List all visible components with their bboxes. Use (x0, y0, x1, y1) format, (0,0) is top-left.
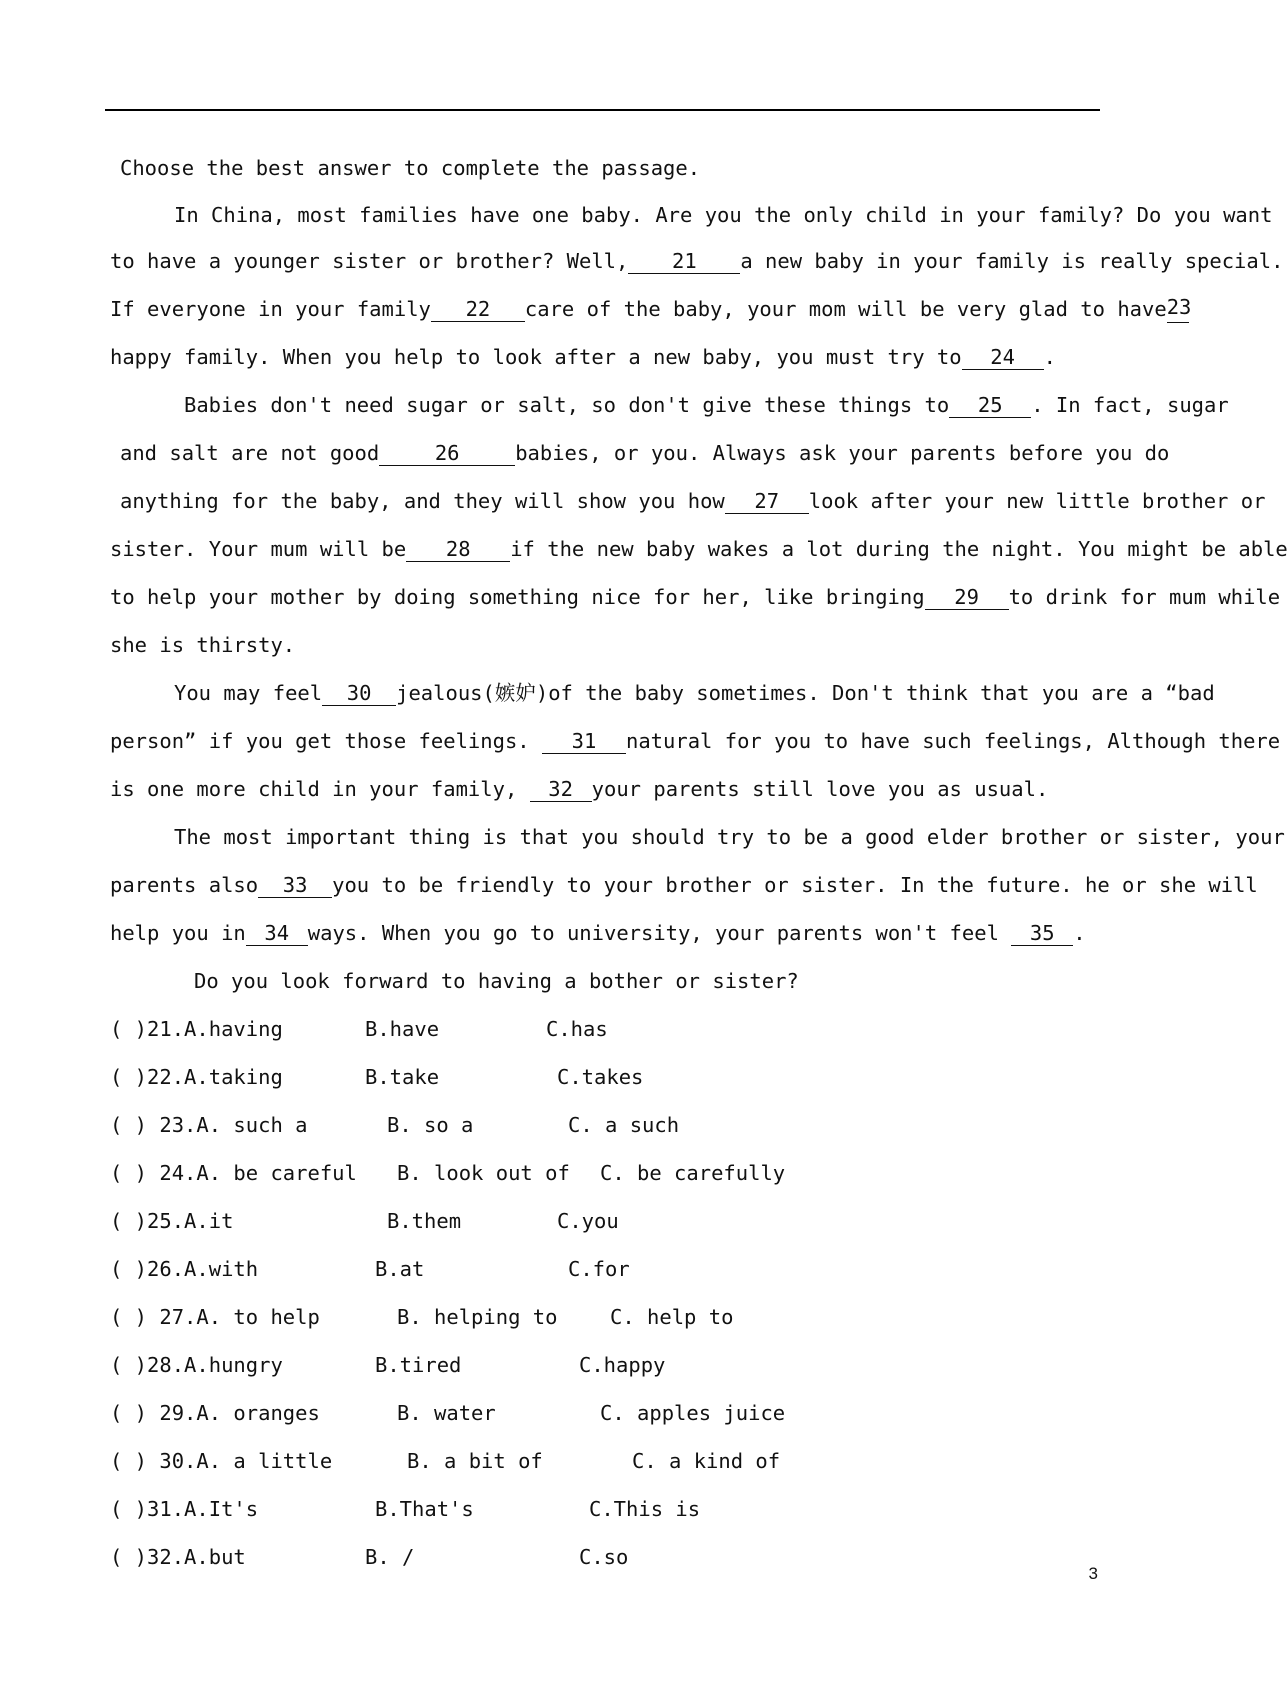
option-b: B.have (365, 1017, 440, 1041)
instruction: Choose the best answer to complete the passage. (120, 156, 701, 180)
option-c: C.you (557, 1209, 619, 1233)
passage-text: look after your new little brother or (808, 489, 1266, 513)
option-b: B. look out of (397, 1161, 570, 1185)
question-number-option-a: ( )32.A.but (110, 1545, 246, 1569)
option-c: C. be carefully (600, 1161, 786, 1185)
option-c: C. apples juice (600, 1401, 786, 1425)
passage-line (110, 919, 1100, 947)
passage-text: ways. When you go to university, your parents won't feel (307, 921, 999, 945)
answer-blank-32: 32 (530, 777, 592, 802)
passage-line (110, 535, 1288, 563)
passage-line (110, 583, 1281, 611)
passage-line: In China, most families have one baby. Are you the only child in your family? Do you want (174, 203, 1273, 227)
option-b: B. / (365, 1545, 415, 1569)
passage-text: your parents still love you as usual. (591, 777, 1049, 801)
passage-text: Babies don't need sugar or salt, so don't give these things to (184, 393, 950, 417)
passage-line: she is thirsty. (110, 633, 296, 657)
option-c: C.happy (579, 1353, 666, 1377)
question-number-option-a: ( )28.A.hungry (110, 1353, 283, 1377)
answer-blank-31: 31 (542, 729, 626, 754)
answer-blank-21: 21 (628, 249, 740, 274)
passage-line (110, 343, 1100, 371)
answer-blank-33: 33 (258, 873, 332, 898)
passage-text: care of the baby, your mom will be very glad to have (524, 297, 1167, 321)
passage-line: The most important thing is that you should try to be a good elder brother or sister, your (174, 825, 1285, 849)
question-number-option-a: ( )22.A.taking (110, 1065, 283, 1089)
passage-text: to have a younger sister or brother? Well, (110, 249, 629, 273)
passage-text: happy family. When you help to look after a new baby, you must try to (110, 345, 962, 369)
passage-text: If everyone in your family (110, 297, 431, 321)
option-c: C.so (579, 1545, 629, 1569)
question-number-option-a: ( )31.A.It's (110, 1497, 259, 1521)
answer-blank-35: 35 (1011, 921, 1073, 946)
option-b: B. so a (387, 1113, 474, 1137)
passage-line (110, 775, 1100, 803)
passage-text: . (1043, 345, 1056, 369)
answer-blank-22: 22 (431, 297, 525, 322)
passage-text: a new baby in your family is really special. (740, 249, 1284, 273)
option-c: C. a kind of (632, 1449, 781, 1473)
question-number-option-a: ( )25.A.it (110, 1209, 234, 1233)
passage-text: jealous(嫉妒)of the baby sometimes. Don't think that you are a “bad (396, 681, 1215, 705)
answer-blank-26: 26 (379, 441, 515, 466)
option-b: B.at (375, 1257, 425, 1281)
question-number-option-a: ( ) 27.A. to help (110, 1305, 320, 1329)
option-c: C.for (568, 1257, 630, 1281)
question-number-option-a: ( ) 30.A. a little (110, 1449, 333, 1473)
passage-text: help you in (110, 921, 246, 945)
passage-line (110, 727, 1281, 755)
question-number-option-a: ( )21.A.having (110, 1017, 283, 1041)
passage-text: to help your mother by doing something nice for her, like bringing (110, 585, 925, 609)
option-b: B.them (387, 1209, 462, 1233)
passage-text: natural for you to have such feelings, Although there (625, 729, 1281, 753)
option-b: B.tired (375, 1353, 462, 1377)
closing-question: Do you look forward to having a bother or sister? (194, 969, 799, 993)
passage-text: and salt are not good (120, 441, 380, 465)
passage-text: babies, or you. Always ask your parents before you do (515, 441, 1170, 465)
question-number-option-a: ( ) 24.A. be careful (110, 1161, 357, 1185)
passage-text: You may feel (174, 681, 323, 705)
option-b: B. water (397, 1401, 496, 1425)
option-b: B. helping to (397, 1305, 558, 1329)
passage-line (184, 391, 1229, 419)
passage-text: sister. Your mum will be (110, 537, 407, 561)
passage-line (120, 439, 1169, 467)
answer-blank-29: 29 (925, 585, 1009, 610)
passage-text: is one more child in your family, (110, 777, 518, 801)
option-c: C.has (546, 1017, 608, 1041)
option-c: C.takes (557, 1065, 644, 1089)
passage-text: if the new baby wakes a lot during the night. You might be able (510, 537, 1288, 561)
passage-text: to drink for mum while (1008, 585, 1281, 609)
passage-text: . (1073, 921, 1086, 945)
option-c: C. help to (610, 1305, 734, 1329)
passage-text: anything for the baby, and they will show you how (120, 489, 725, 513)
option-c: C.This is (589, 1497, 701, 1521)
header-rule (105, 109, 1100, 111)
page-number: 3 (1088, 1564, 1098, 1583)
passage-text: person” if you get those feelings. (110, 729, 530, 753)
answer-blank-28: 28 (406, 537, 510, 562)
answer-blank-34: 34 (246, 921, 308, 946)
passage-text: parents also (110, 873, 259, 897)
answer-blank-30: 30 (322, 681, 396, 706)
passage-line (120, 487, 1266, 515)
option-b: B.That's (375, 1497, 474, 1521)
passage-text: . In fact, sugar (1031, 393, 1229, 417)
answer-blank-25: 25 (949, 393, 1031, 418)
passage-line (174, 679, 1215, 707)
question-number-option-a: ( )26.A.with (110, 1257, 259, 1281)
option-b: B.take (365, 1065, 440, 1089)
option-b: B. a bit of (407, 1449, 543, 1473)
answer-blank-24: 24 (962, 345, 1044, 370)
answer-blank-23: 23 (1167, 295, 1189, 323)
passage-line (110, 295, 1192, 323)
passage-line (110, 871, 1258, 899)
passage-line (110, 247, 1284, 275)
option-c: C. a such (568, 1113, 680, 1137)
passage-text: you to be friendly to your brother or sister. In the future. he or she will (332, 873, 1258, 897)
question-number-option-a: ( ) 23.A. such a (110, 1113, 308, 1137)
question-number-option-a: ( ) 29.A. oranges (110, 1401, 320, 1425)
answer-blank-27: 27 (725, 489, 809, 514)
